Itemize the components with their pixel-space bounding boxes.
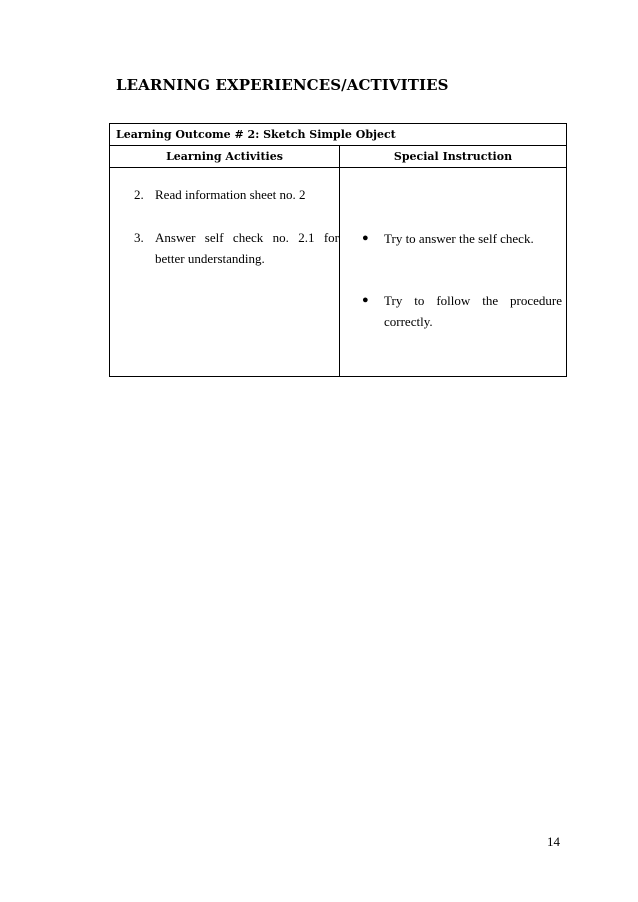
activity-line: better understanding. [155,251,265,266]
header-special-instruction: Special Instruction [393,150,513,163]
learning-activities-table [109,123,567,377]
instruction-text [384,228,562,249]
instruction-line: correctly. [384,314,433,329]
header-learning-activities: Learning Activities [166,150,283,163]
table-header-row [110,146,566,168]
learning-outcome-title: Learning Outcome # 2: Sketch Simple Object [110,124,566,146]
page-number: 14 [547,834,560,849]
activity-text [155,227,339,269]
activity-line: Answer self check no. 2.1 for [155,230,339,245]
section-heading: LEARNING EXPERIENCES/ACTIVITIES [116,76,449,94]
instruction-line: Try to answer the self check. [384,231,534,246]
column-divider [339,146,340,376]
bullet-icon: ● [362,294,369,306]
activity-number: 2. [134,187,144,202]
activity-line: Read information sheet no. 2 [155,187,306,202]
activity-text [155,184,339,205]
bullet-icon: ● [362,232,369,244]
activity-number: 3. [134,230,144,245]
instruction-line: Try to follow the procedure [384,293,562,308]
instruction-text [384,290,562,332]
